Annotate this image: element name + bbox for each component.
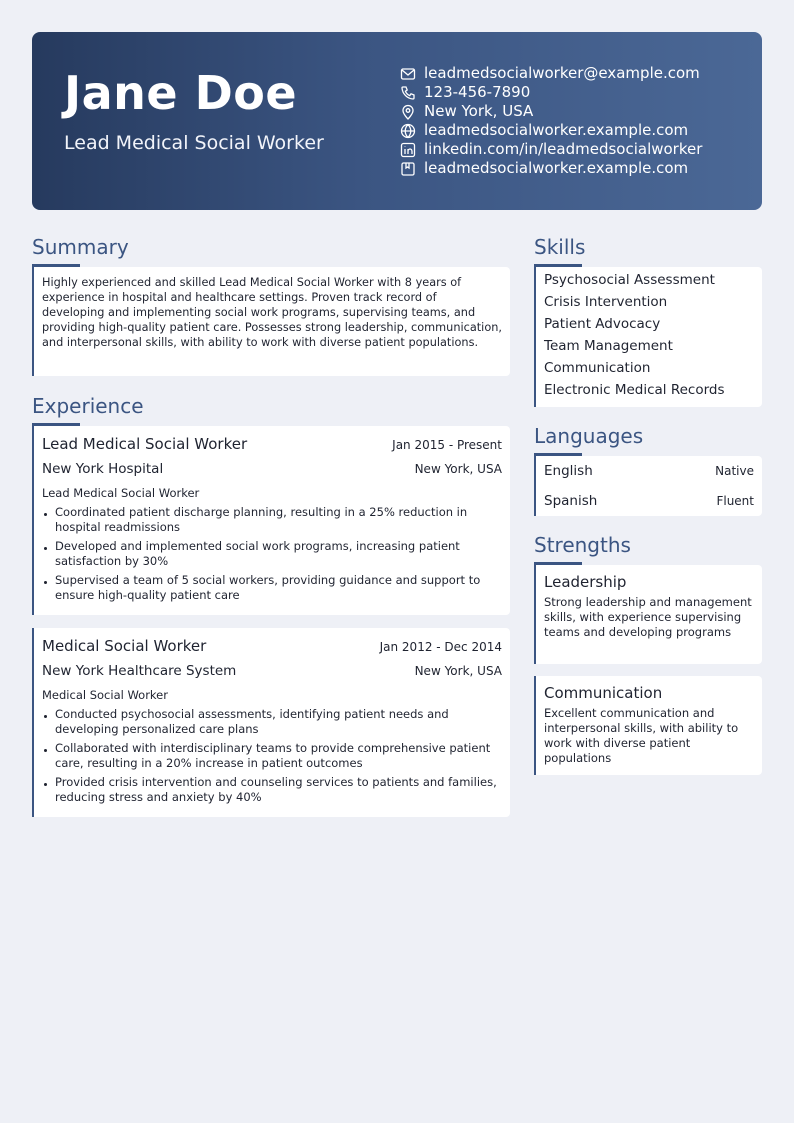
job-bullet: Developed and implemented social work programs, increasing patient satisfaction by 30% — [42, 539, 502, 569]
strengths-heading: Strengths — [534, 533, 631, 557]
job-bullet: Conducted psychosocial assessments, identifying patient needs and developing personalized care plans — [42, 707, 502, 737]
contact-list — [400, 64, 760, 178]
strength-card — [534, 676, 762, 775]
phone-text: 123-456-7890 — [424, 83, 531, 101]
resume-header — [32, 32, 762, 210]
language-name: Spanish — [544, 493, 598, 509]
languages-card — [534, 456, 762, 516]
linkedin-icon — [400, 142, 416, 158]
job-organization: New York Healthcare System — [42, 663, 237, 679]
strength-card — [534, 565, 762, 664]
skill-item: Crisis Intervention — [544, 294, 668, 310]
contact-linkedin[interactable] — [400, 140, 760, 159]
language-item — [536, 456, 762, 486]
skill-item: Psychosocial Assessment — [544, 272, 715, 288]
website-text: leadmedsocialworker.example.com — [424, 121, 689, 139]
job-bullet: Supervised a team of 5 social workers, providing guidance and support to ensure high-quality patient care — [42, 573, 502, 603]
globe-icon — [400, 123, 416, 139]
candidate-title: Lead Medical Social Worker — [64, 132, 324, 154]
job-subtitle: Lead Medical Social Worker — [42, 486, 200, 500]
strength-title: Communication — [544, 684, 663, 702]
job-bullet: Provided crisis intervention and counseling services to patients and families, reducing stress and anxiety by 40% — [42, 775, 502, 805]
skill-item: Team Management — [544, 338, 673, 354]
job-dates: Jan 2012 - Dec 2014 — [379, 640, 502, 654]
language-level: Fluent — [716, 494, 754, 508]
job-location: New York, USA — [414, 664, 502, 678]
job-organization: New York Hospital — [42, 461, 164, 477]
job-bullets — [34, 707, 510, 805]
job-role: Medical Social Worker — [42, 637, 207, 655]
location-text: New York, USA — [424, 102, 534, 120]
language-level: Native — [715, 464, 754, 478]
experience-heading: Experience — [32, 394, 144, 418]
language-name: English — [544, 463, 593, 479]
language-item — [536, 486, 762, 516]
job-bullet: Coordinated patient discharge planning, resulting in a 25% reduction in hospital readmissions — [42, 505, 502, 535]
bookmark-icon — [400, 161, 416, 177]
contact-portfolio[interactable] — [400, 159, 760, 178]
experience-item — [32, 426, 510, 615]
languages-heading: Languages — [534, 424, 643, 448]
strength-title: Leadership — [544, 573, 627, 591]
job-dates: Jan 2015 - Present — [392, 438, 502, 452]
job-bullet: Collaborated with interdisciplinary teams to provide comprehensive patient care, resulting in a 20% increase in patient outcomes — [42, 741, 502, 771]
strength-description: Strong leadership and management skills, with experience supervising teams and developing programs — [544, 595, 752, 639]
contact-location — [400, 102, 760, 121]
candidate-name: Jane Doe — [64, 66, 298, 120]
experience-item — [32, 628, 510, 817]
summary-text: Highly experienced and skilled Lead Medical Social Worker with 8 years of experience in hospital and healthcare settings. Proven track record of developing and implementing social work programs, supervising teams, and providing high-quality patient care. Possesses strong leadership, communication, and interpersonal skills, with ability to work with diverse patient populations. — [42, 276, 502, 349]
phone-icon — [400, 85, 416, 101]
job-subtitle: Medical Social Worker — [42, 688, 168, 702]
job-location: New York, USA — [414, 462, 502, 476]
contact-email[interactable] — [400, 64, 760, 83]
strength-description: Excellent communication and interpersonal skills, with ability to work with diverse patient populations — [544, 706, 739, 765]
job-role: Lead Medical Social Worker — [42, 435, 248, 453]
skill-item: Communication — [544, 360, 651, 376]
contact-phone[interactable] — [400, 83, 760, 102]
email-text: leadmedsocialworker@example.com — [424, 64, 700, 82]
contact-website[interactable] — [400, 121, 760, 140]
job-bullets — [34, 505, 510, 603]
skill-item: Patient Advocacy — [544, 316, 661, 332]
skills-card — [534, 267, 762, 407]
skills-heading: Skills — [534, 235, 585, 259]
location-icon — [400, 104, 416, 120]
portfolio-text: leadmedsocialworker.example.com — [424, 159, 689, 177]
summary-card — [32, 267, 510, 376]
linkedin-text: linkedin.com/in/leadmedsocialworker — [424, 140, 703, 158]
summary-heading: Summary — [32, 235, 129, 259]
mail-icon — [400, 66, 416, 82]
skill-item: Electronic Medical Records — [544, 382, 725, 398]
